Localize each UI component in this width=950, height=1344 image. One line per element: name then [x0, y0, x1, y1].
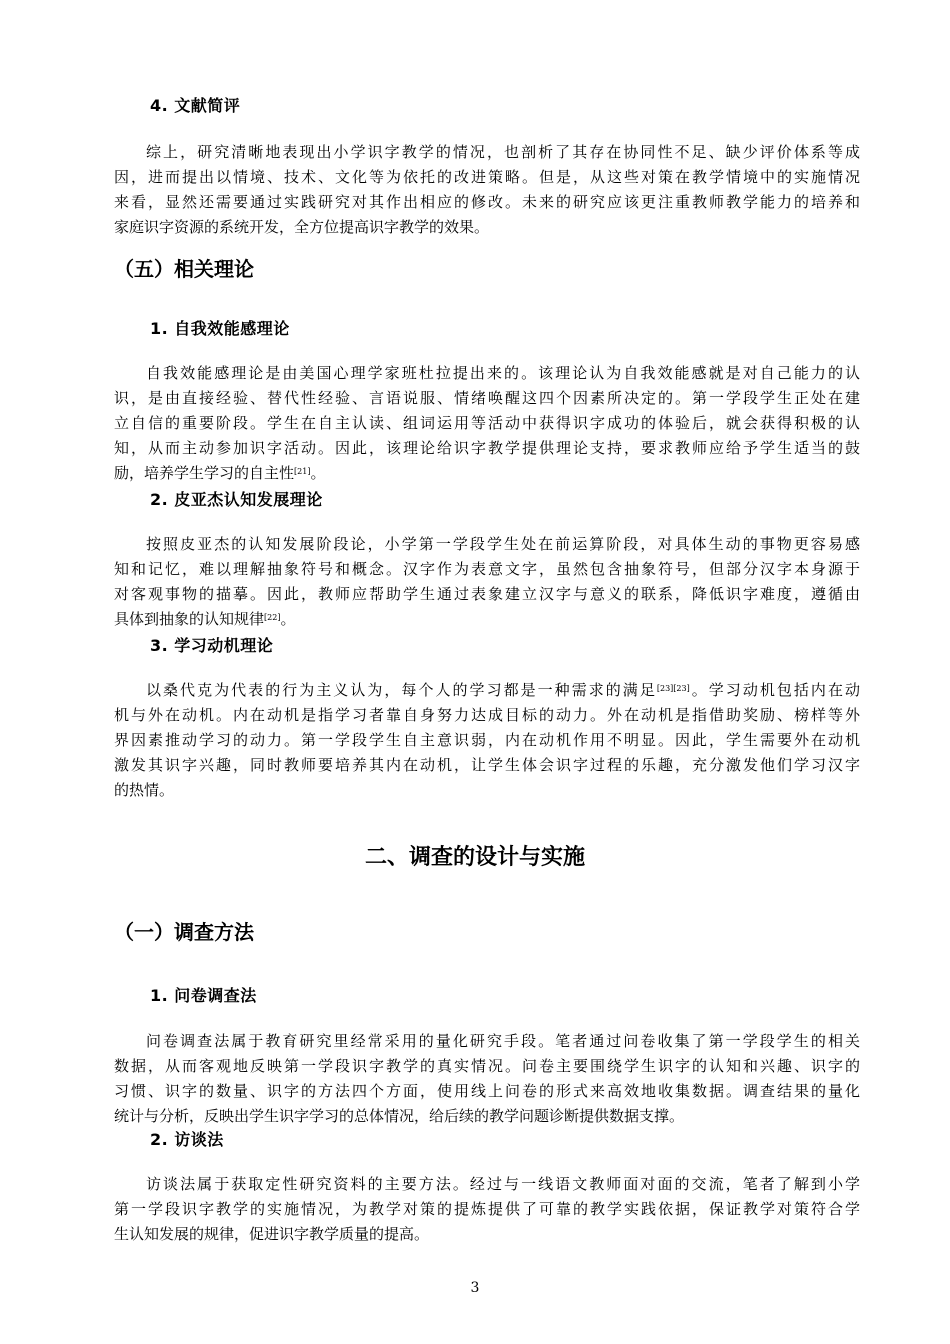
- text-line: 因，进而提出以情境、技术、文化等为依托的改进策略。但是，从这些对策在教学情境中的实施情况: [114, 168, 860, 186]
- text-fragment: 具体到抽象的认知规律: [114, 610, 265, 628]
- heading-questionnaire: 1. 问卷调查法: [150, 986, 257, 1005]
- paragraph-interview: [114, 1172, 860, 1247]
- page-number: 3: [470, 1280, 480, 1296]
- text-line: 习惯、识字的数量、识字的方法四个方面，使用线上问卷的形式来高效地收集数据。调查结果的量化: [114, 1082, 860, 1100]
- text-fragment: 。: [310, 464, 326, 482]
- paragraph-piaget: [114, 532, 860, 632]
- heading-survey-methods: （一）调查方法: [114, 920, 254, 944]
- text-line: 统计与分析，反映出学生识字学习的总体情况，给后续的教学问题诊断提供数据支撑。: [114, 1107, 685, 1125]
- chapter-title: 二、调查的设计与实施: [364, 845, 585, 870]
- text-line: 数据，从而客观地反映第一学段识字教学的真实情况。问卷主要围绕学生识字的认知和兴趣、识字的: [114, 1057, 860, 1075]
- text-line: 知，从而主动参加识字活动。因此，该理论给识字教学提供理论支持，要求教师应给予学生适当的鼓: [114, 439, 860, 457]
- text-line: 界因素推动学习的动力。第一学段学生自主意识弱，内在动机作用不明显。因此，学生需要外在动机: [114, 731, 860, 749]
- text-line: 综上，研究清晰地表现出小学识字教学的情况，也剖析了其存在协同性不足、缺少评价体系等成: [146, 143, 860, 161]
- text-fragment: 以桑代克为代表的行为主义认为，每个人的学习都是一种需求的满足: [146, 681, 657, 699]
- heading-motivation: 3. 学习动机理论: [150, 636, 274, 655]
- text-line: 的热情。: [114, 781, 175, 799]
- heading-interview: 2. 访谈法: [150, 1130, 224, 1149]
- text-line: 机与外在动机。内在动机是指学习者靠自身努力达成目标的动力。外在动机是指借助奖励、榜样等外: [114, 706, 860, 724]
- heading-related-theories: （五）相关理论: [114, 257, 254, 281]
- paragraph-questionnaire: [114, 1029, 860, 1129]
- text-line: 生认知发展的规律，促进识字教学质量的提高。: [114, 1225, 430, 1243]
- text-line: 访谈法属于获取定性研究资料的主要方法。经过与一线语文教师面对面的交流，笔者了解到小学: [146, 1175, 860, 1193]
- text-line: 问卷调查法属于教育研究里经常采用的量化研究手段。笔者通过问卷收集了第一学段学生的相关: [146, 1032, 860, 1050]
- text-fragment: 励，培养学生学习的自主性: [114, 464, 295, 482]
- paragraph-self-efficacy: [114, 361, 860, 486]
- text-line: 知和记忆，难以理解抽象符号和概念。汉字作为表意文字，虽然包含抽象符号，但部分汉字本身源于: [114, 560, 860, 578]
- citation: [21]: [294, 467, 311, 476]
- citation: [23]: [656, 684, 674, 693]
- text-line: 自我效能感理论是由美国心理学家班杜拉提出来的。该理论认为自我效能感就是对自己能力的认: [146, 364, 860, 382]
- citation: [23]: [673, 684, 690, 693]
- text-line: [114, 678, 860, 703]
- text-fragment: 。学习动机包括内在动: [689, 681, 860, 699]
- heading-piaget: 2. 皮亚杰认知发展理论: [150, 490, 323, 509]
- text-line: 按照皮亚杰的认知发展阶段论，小学第一学段学生处在前运算阶段，对具体生动的事物更容易感: [146, 535, 860, 553]
- text-line: 立自信的重要阶段。学生在自主认读、组词运用等活动中获得识字成功的体验后，就会获得积极的认: [114, 414, 860, 432]
- heading-self-efficacy: 1. 自我效能感理论: [150, 319, 290, 338]
- heading-literature-review: 4. 文献简评: [150, 96, 241, 115]
- text-fragment: 。: [280, 610, 296, 628]
- text-line: [114, 607, 860, 632]
- text-line: 来看，显然还需要通过实践研究对其作出相应的修改。未来的研究应该更注重教师教学能力的培养和: [114, 193, 860, 211]
- text-line: 第一学段识字教学的实施情况，为教学对策的提炼提供了可靠的教学实践依据，保证教学对策符合学: [114, 1200, 860, 1218]
- paragraph-literature-review: [114, 140, 860, 240]
- paragraph-motivation: [114, 678, 860, 803]
- text-line: 识，是由直接经验、替代性经验、言语说服、情绪唤醒这四个因素所决定的。第一学段学生正处在建: [114, 389, 860, 407]
- text-line: 家庭识字资源的系统开发，全方位提高识字教学的效果。: [114, 218, 490, 236]
- text-line: 激发其识字兴趣，同时教师要培养其内在动机，让学生体会识字过程的乐趣，充分激发他们学习汉字: [114, 756, 860, 774]
- text-line: 对客观事物的描摹。因此，教师应帮助学生通过表象建立汉字与意义的联系，降低识字难度，遵循由: [114, 585, 860, 603]
- citation: [22]: [264, 613, 281, 622]
- text-line: [114, 461, 860, 486]
